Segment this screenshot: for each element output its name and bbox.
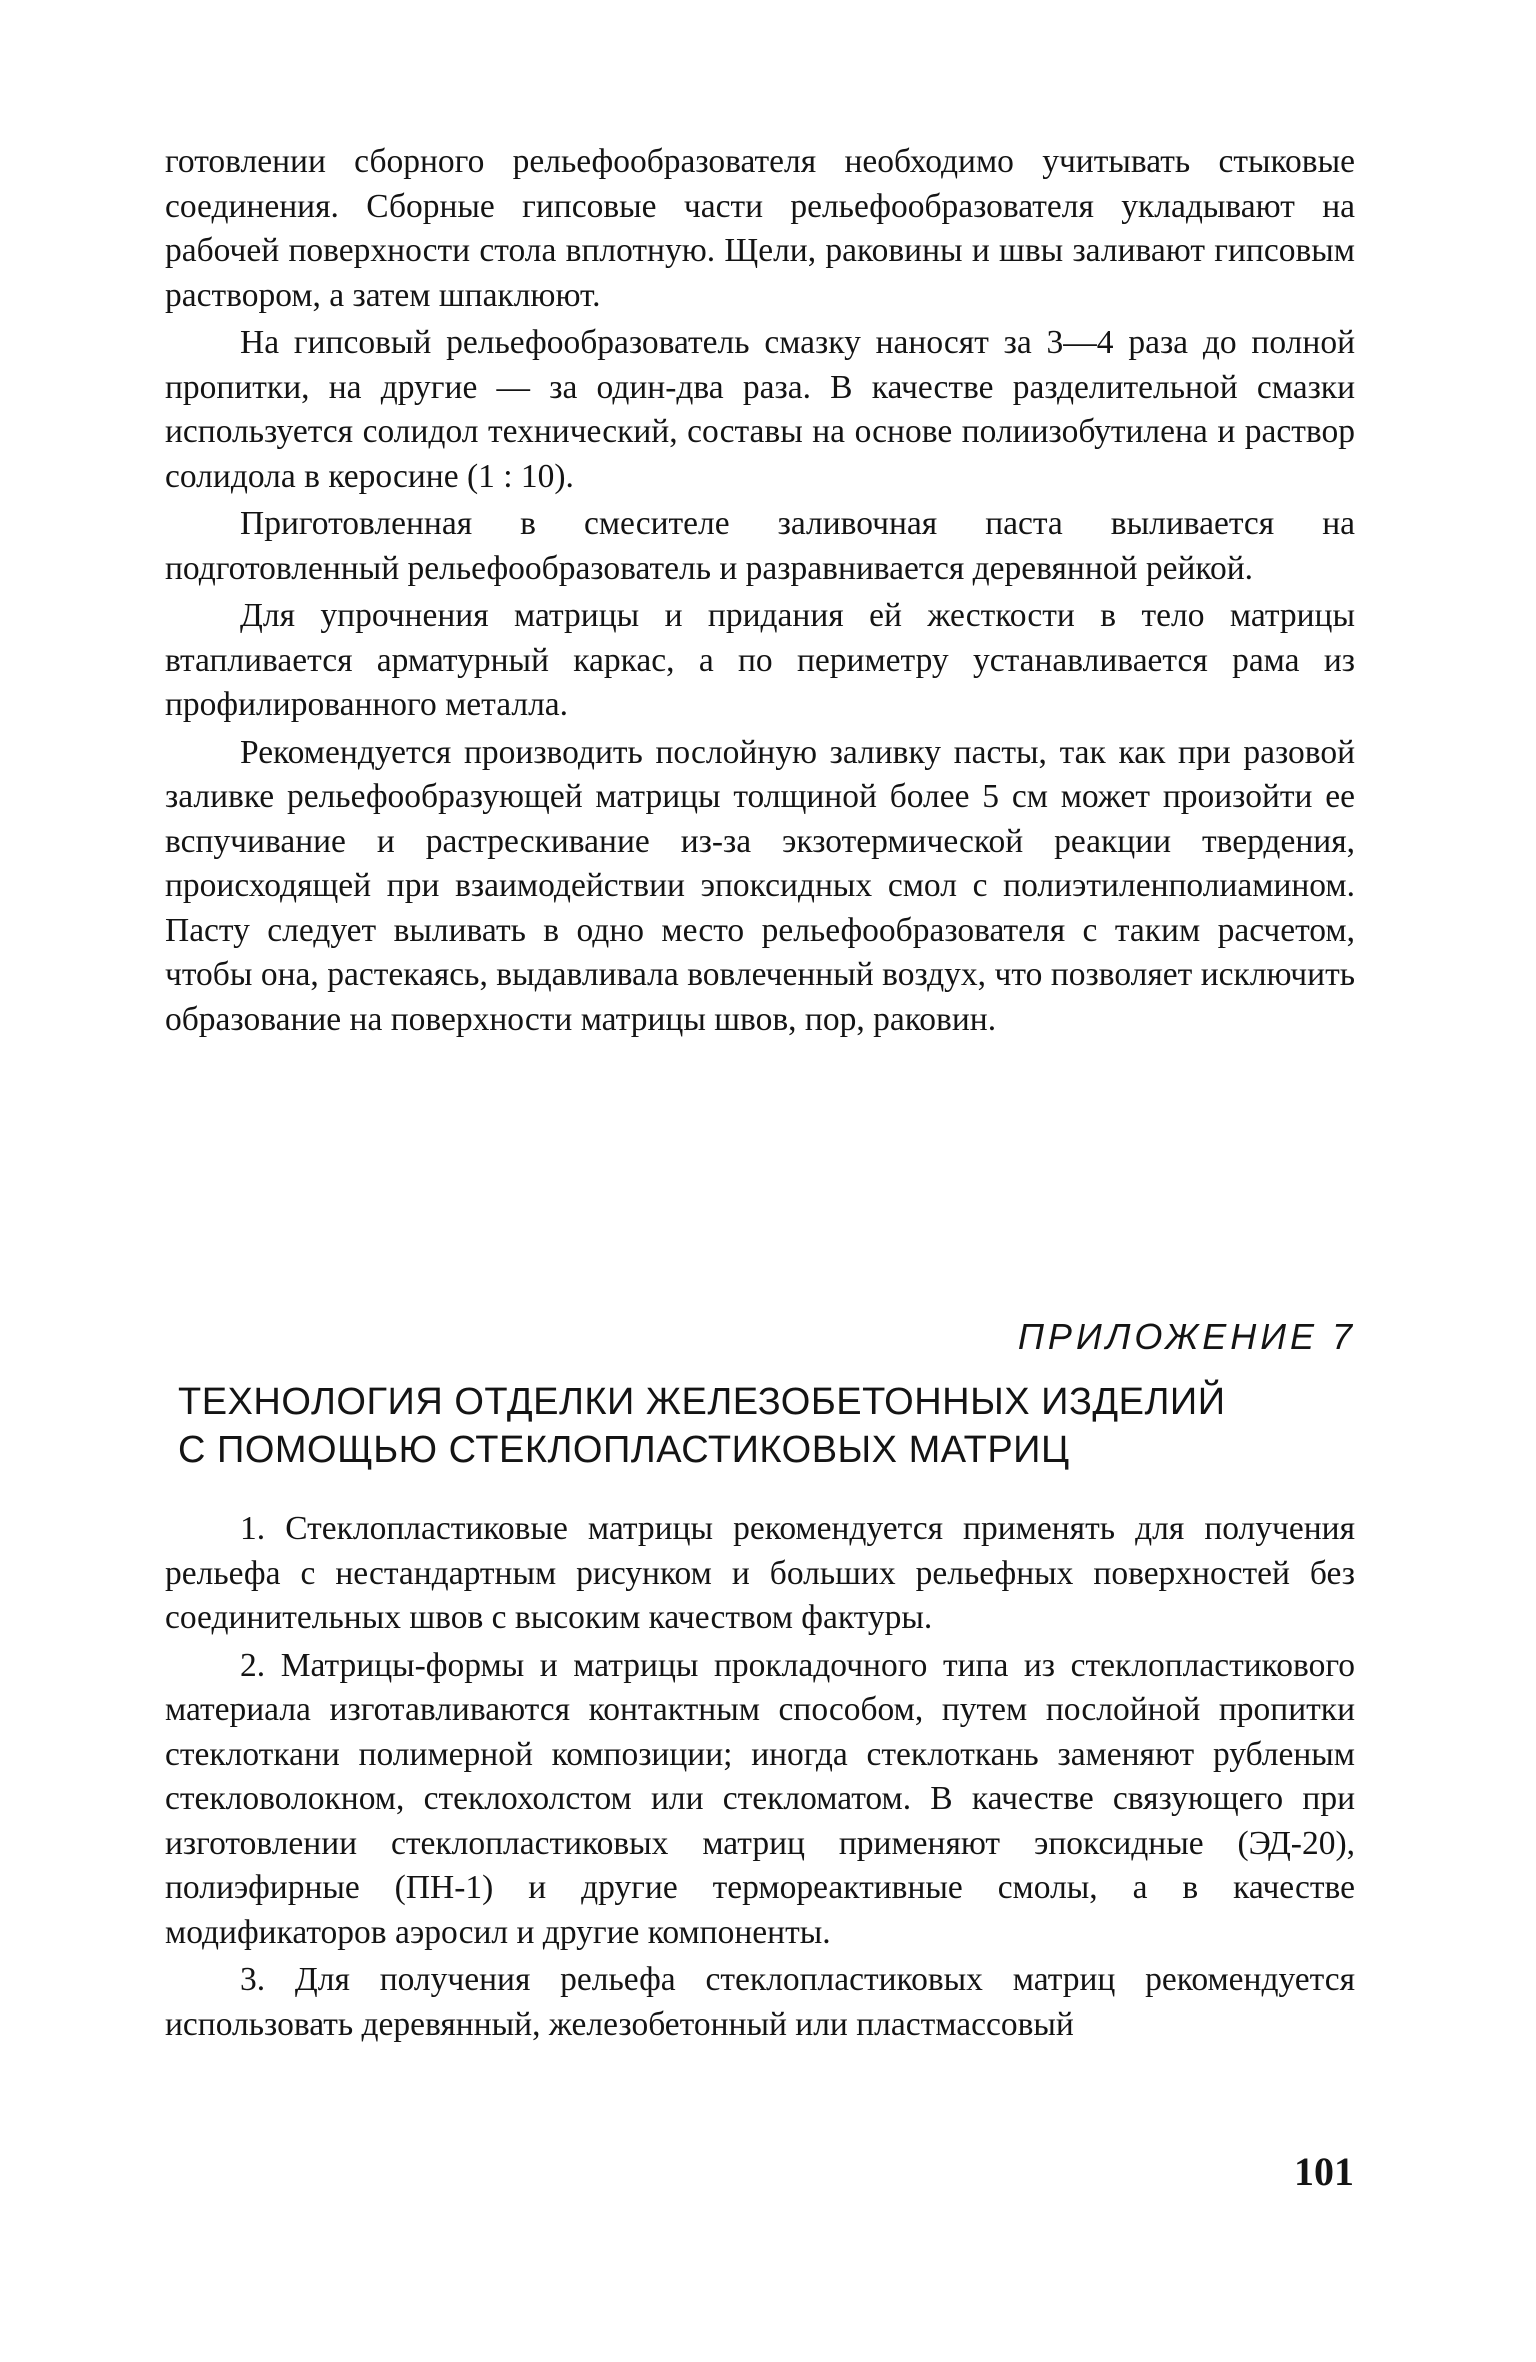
appendix-title-line-2: С ПОМОЩЬЮ СТЕКЛОПЛАСТИКОВЫХ МАТРИЦ (178, 1429, 1070, 1471)
appendix-paragraph-1: 1. Стеклопластиковые матрицы рекомендуется применять для получения рельефа с нестандартным рисунком и больших рельефных поверхностей без соединительных швов с высоким качеством фактуры. (165, 1510, 1355, 1636)
continued-text-section (165, 140, 1355, 1042)
appendix-label: ПРИЛОЖЕНИЕ 7 (1017, 1316, 1356, 1357)
page-number: 101 (1294, 2149, 1354, 2194)
appendix-title-line-1: ТЕХНОЛОГИЯ ОТДЕЛКИ ЖЕЛЕЗОБЕТОННЫХ ИЗДЕЛИЙ (178, 1381, 1226, 1423)
appendix-text-section (165, 1507, 1355, 2047)
appendix-title (178, 1378, 1378, 1474)
paragraph-uprochnenie: Для упрочнения матрицы и придания ей жесткости в тело матрицы втапливается арматурный каркас, а по периметру устанавливается рама из профилированного металла. (165, 597, 1355, 723)
paragraph-stykovye: готовлении сборного рельефообразователя необходимо учитывать стыковые соединения. Сборные гипсовые части рельефообразователя укладывают на рабочей поверхности стола вплотную. Щели, раковины и швы заливают гипсовым раствором, а затем шпаклюют. (165, 143, 1355, 314)
paragraph-zalivochnaya-pasta: Приготовленная в смесителе заливочная паста выливается на подготовленный рельефообразователь и разравнивается деревянной рейкой. (165, 505, 1355, 587)
appendix-paragraph-3: 3. Для получения рельефа стеклопластиковых матриц рекомендуется использовать деревянный, железобетонный или пластмассовый (165, 1961, 1355, 2043)
paragraph-smazka: На гипсовый рельефообразователь смазку наносят за 3—4 раза до полной пропитки, на другие — за один-два раза. В качестве разделительной смазки используется солидол технический, составы на основе полиизобутилена и раствор солидола в керосине (1 : 10). (165, 324, 1355, 495)
appendix-paragraph-2: 2. Матрицы-формы и матрицы прокладочного типа из стеклопластикового материала изготавливаются контактным способом, путем послойной пропитки стеклоткани полимерной композиции; иногда стеклоткань заменяют рубленым стекловолокном, стеклохолстом или стекломатом. В качестве связующего при изготовлении стеклопластиковых матриц применяют эпоксидные (ЭД-20), полиэфирные (ПН-1) и другие термореактивные смолы, а в качестве модификаторов аэросил и другие компоненты. (165, 1646, 1355, 1951)
paragraph-posloynaya-zalivka: Рекомендуется производить послойную заливку пасты, так как при разовой заливке рельефообразующей матрицы толщиной более 5 см может произойти ее вспучивание и растрескивание из-за экзотермической реакции твердения, происходящей при взаимодействии эпоксидных смол с полиэтиленполиамином. Пасту следует выливать в одно место рельефообразователя с таким расчетом, чтобы она, растекаясь, выдавливала вовлеченный воздух, что позволяет исключить образование на поверхности матрицы швов, пор, раковин. (165, 733, 1355, 1038)
